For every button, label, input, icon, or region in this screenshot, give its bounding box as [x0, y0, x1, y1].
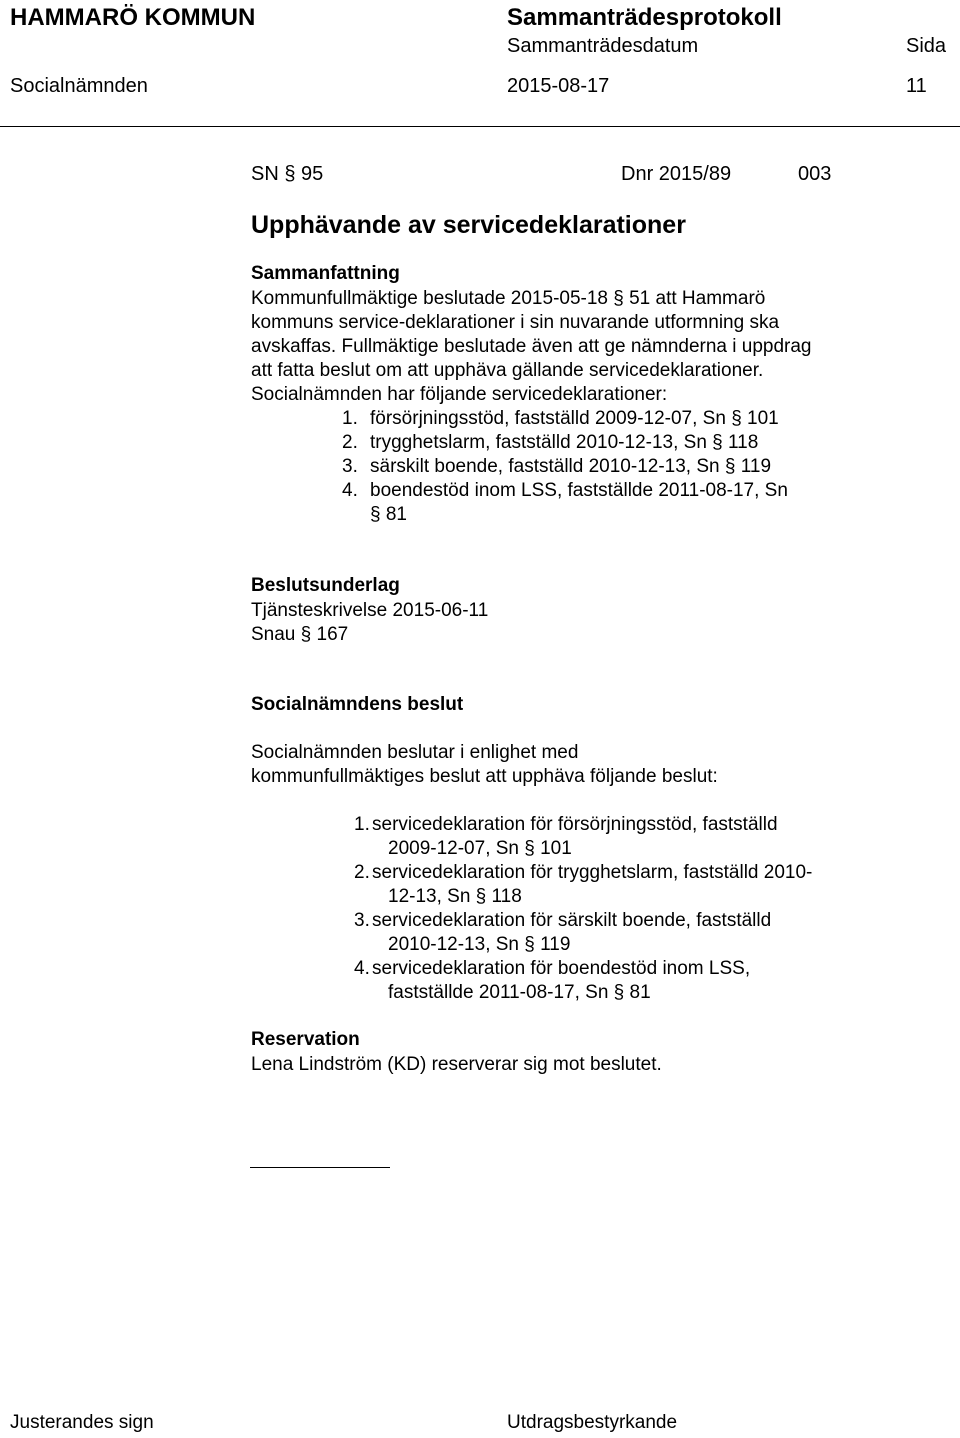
list-item-number: 2. — [354, 862, 370, 883]
list-item-number: 2. — [342, 432, 358, 453]
summary-text — [251, 287, 891, 407]
footer-utdragsbestyrkande: Utdragsbestyrkande — [507, 1412, 678, 1433]
summary-line: avskaffas. Fullmäktige beslutade även att ge nämnderna i uppdrag — [251, 336, 812, 357]
list-item-number: 3. — [342, 456, 358, 477]
case-section: SN § 95 — [251, 163, 324, 185]
service-declarations-list — [342, 407, 788, 527]
list-item-text: trygghetslarm, fastställd 2010-12-13, Sn § 118 — [370, 432, 759, 453]
reservation-heading: Reservation — [251, 1029, 360, 1050]
list-item — [354, 813, 888, 861]
committee-name: Socialnämnden — [10, 75, 148, 97]
header-divider — [0, 126, 960, 127]
reservation-text: Lena Lindström (KD) reserverar sig mot beslutet. — [251, 1054, 662, 1075]
case-code: 003 — [798, 163, 832, 185]
basis-heading: Beslutsunderlag — [251, 575, 400, 596]
summary-line: kommuns service-deklarationer i sin nuvarande utformning ska — [251, 312, 780, 333]
date-label: Sammanträdesdatum — [507, 35, 699, 57]
list-item-text: servicedeklaration för särskilt boende, fastställd — [372, 910, 772, 931]
signature-line — [250, 1167, 390, 1168]
list-item-number: 4. — [342, 480, 358, 501]
list-item-number: 3. — [354, 910, 370, 931]
summary-heading: Sammanfattning — [251, 263, 400, 284]
municipality-name: HAMMARÖ KOMMUN — [10, 4, 256, 31]
repealed-decisions-list — [354, 813, 888, 1005]
list-item-text-cont: 12-13, Sn § 118 — [388, 886, 522, 907]
list-item-text: boendestöd inom LSS, fastställde 2011-08-17, Sn — [370, 480, 788, 501]
footer-justerandes-sign: Justerandes sign — [10, 1412, 154, 1433]
document-title: Upphävande av servicedeklarationer — [251, 211, 686, 239]
basis-line: Tjänsteskrivelse 2015-06-11 — [251, 600, 489, 621]
page-label: Sida — [906, 35, 947, 57]
list-item-text-cont: 2010-12-13, Sn § 119 — [388, 934, 571, 955]
list-item-number: 1. — [354, 814, 370, 835]
list-item-text: särskilt boende, fastställd 2010-12-13, Sn § 119 — [370, 456, 772, 477]
meeting-date: 2015-08-17 — [507, 75, 610, 97]
case-dnr: Dnr 2015/89 — [621, 163, 732, 185]
protocol-title: Sammanträdesprotokoll — [507, 4, 782, 31]
decision-line: Socialnämnden beslutar i enlighet med — [251, 742, 579, 763]
decision-heading: Socialnämndens beslut — [251, 694, 464, 715]
page-number: 11 — [906, 75, 927, 97]
list-item-number: 4. — [354, 958, 370, 979]
decision-line: kommunfullmäktiges beslut att upphäva följande beslut: — [251, 766, 718, 787]
list-item — [354, 861, 888, 909]
list-item — [342, 479, 788, 527]
list-item-text-cont: fastställde 2011-08-17, Sn § 81 — [388, 982, 651, 1003]
basis-line: Snau § 167 — [251, 624, 349, 645]
list-item — [342, 407, 788, 431]
list-item-text-cont: 2009-12-07, Sn § 101 — [388, 838, 572, 859]
list-item — [342, 431, 788, 455]
list-item-text: servicedeklaration för trygghetslarm, fastställd 2010- — [372, 862, 813, 883]
list-item-text: servicedeklaration för försörjningsstöd, fastställd — [372, 814, 778, 835]
basis-text — [251, 599, 891, 647]
list-item — [354, 957, 888, 1005]
list-item — [354, 909, 888, 957]
decision-text — [251, 741, 891, 789]
list-item-text-cont: § 81 — [370, 504, 407, 525]
list-item-text: försörjningsstöd, fastställd 2009-12-07, Sn § 101 — [370, 408, 779, 429]
list-item-number: 1. — [342, 408, 358, 429]
summary-line: Socialnämnden har följande servicedeklarationer: — [251, 384, 668, 405]
list-item — [342, 455, 788, 479]
summary-line: Kommunfullmäktige beslutade 2015-05-18 § 51 att Hammarö — [251, 288, 766, 309]
summary-line: att fatta beslut om att upphäva gällande servicedeklarationer. — [251, 360, 764, 381]
list-item-text: servicedeklaration för boendestöd inom LSS, — [372, 958, 751, 979]
